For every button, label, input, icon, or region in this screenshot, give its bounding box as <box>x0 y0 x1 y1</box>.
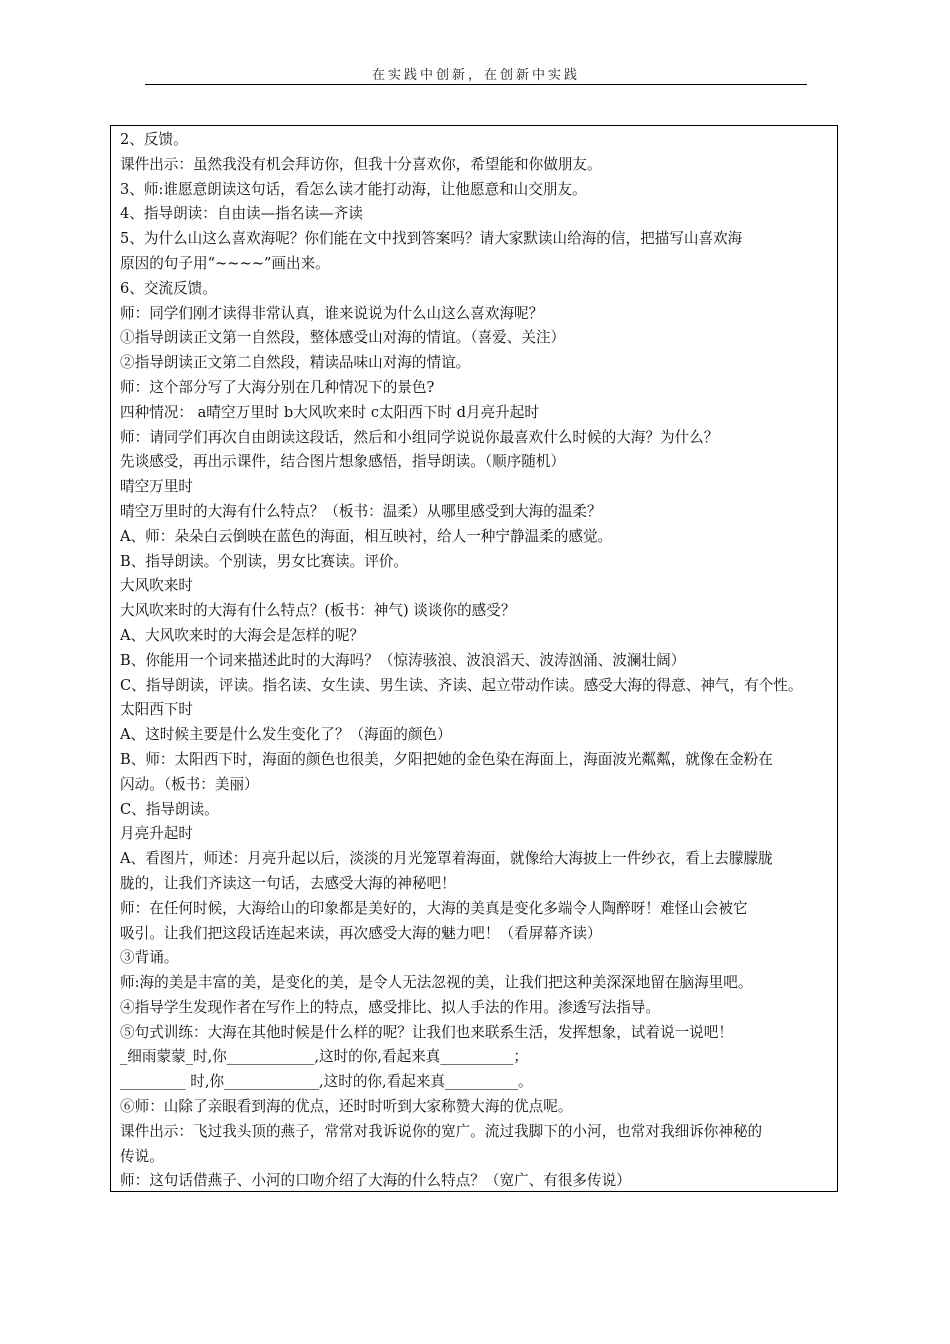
text-line: A、看图片，师述：月亮升起以后，淡淡的月光笼罩着海面，就像给大海披上一件纱衣，看上去朦朦胧 <box>120 850 773 868</box>
text-line: 课件出示：虽然我没有机会拜访你，但我十分喜欢你，希望能和你做朋友。 <box>120 155 602 173</box>
text-line: 师:海的美是丰富的美，是变化的美，是令人无法忽视的美，让我们把这种美深深地留在脑海里吧。 <box>120 974 753 992</box>
text-line: 4、指导朗读：自由读—指名读—齐读 <box>120 205 363 223</box>
text-line: 2、反馈。 <box>120 131 188 148</box>
text-line: 先谈感受，再出示课件，结合图片想象感悟，指导朗读。（顺序随机） <box>120 453 566 471</box>
text-line: 晴空万里时 <box>120 478 193 496</box>
text-line: C、指导朗读，评读。指名读、女生读、男生读、齐读、起立带动作读。感受大海的得意、神气，有个性。 <box>120 676 803 694</box>
lesson-content-box <box>110 125 838 1192</box>
text-line: _________ 时,你_____________,这时的你,看起来真__________。 <box>120 1073 533 1091</box>
text-line: 吸引。让我们把这段话连起来读，再次感受大海的魅力吧！（看屏幕齐读） <box>120 924 602 942</box>
text-line: B、师：太阳西下时，海面的颜色也很美，夕阳把她的金色染在海面上，海面波光粼粼，就像在金粉在 <box>120 750 773 768</box>
header-rule <box>145 84 807 85</box>
text-line: 师：这句话借燕子、小河的口吻介绍了大海的什么特点？（宽广、有很多传说） <box>120 1172 631 1190</box>
text-line: _细雨蒙蒙_时,你____________,这时的你,看起来真__________； <box>120 1048 528 1066</box>
text-line: 师：这个部分写了大海分别在几种情况下的景色? <box>120 378 435 396</box>
text-line: 大风吹来时 <box>120 577 193 595</box>
text-line: 师：同学们刚才读得非常认真，谁来说说为什么山这么喜欢海呢？ <box>120 304 544 322</box>
text-line: 原因的句子用“~~~~”画出来。 <box>120 254 330 272</box>
text-line: 课件出示：飞过我头顶的燕子，常常对我诉说你的宽广。流过我脚下的小河，也常对我细诉你神秘的 <box>120 1122 763 1140</box>
text-line: 5、为什么山这么喜欢海呢？你们能在文中找到答案吗？请大家默读山给海的信，把描写山喜欢海 <box>120 230 743 248</box>
text-line: 四种情况： a晴空万里时 b大风吹来时 c太阳西下时 d月亮升起时 <box>120 403 539 421</box>
text-line: 太阳西下时 <box>120 701 193 719</box>
text-line: 晴空万里时的大海有什么特点？（板书：温柔）从哪里感受到大海的温柔？ <box>120 502 602 520</box>
text-line: 胧的，让我们齐读这一句话，去感受大海的神秘吧！ <box>120 874 456 892</box>
text-line: B、你能用一个词来描述此时的大海吗？（惊涛骇浪、波浪滔天、波涛汹涌、波澜壮阔） <box>120 651 686 669</box>
text-line: ⑥师：山除了亲眼看到海的优点，还时时听到大家称赞大海的优点呢。 <box>120 1098 573 1116</box>
text-line: 6、交流反馈。 <box>120 279 217 297</box>
text-line: 闪动。（板书：美丽） <box>120 775 259 793</box>
text-line: 师：请同学们再次自由朗读这段话，然后和小组同学说说你最喜欢什么时候的大海？为什么？ <box>120 428 719 446</box>
text-line: 大风吹来时的大海有什么特点？(板书：神气) 谈谈你的感受？ <box>120 602 516 620</box>
text-line: A、这时候主要是什么发生变化了？（海面的颜色） <box>120 726 452 744</box>
text-line: ④指导学生发现作者在写作上的特点，感受排比、拟人手法的作用。渗透写法指导。 <box>120 998 660 1016</box>
text-line: 传说。 <box>120 1147 164 1165</box>
text-line: B、指导朗读。个别读，男女比赛读。评价。 <box>120 552 409 570</box>
text-line: 3、师:谁愿意朗读这句话，看怎么读才能打动海，让他愿意和山交朋友。 <box>120 180 587 198</box>
text-line: A、师：朵朵白云倒映在蓝色的海面，相互映衬，给人一种宁静温柔的感觉。 <box>120 527 613 545</box>
text-line: 师：在任何时候，大海给山的印象都是美好的，大海的美真是变化多端令人陶醉呀！难怪山会被它 <box>120 899 748 917</box>
text-line: A、大风吹来时的大海会是怎样的呢？ <box>120 626 365 644</box>
text-line: 月亮升起时 <box>120 825 193 843</box>
text-line: ⑤句式训练：大海在其他时候是什么样的呢？让我们也来联系生活，发挥想象，试着说一说吧！ <box>120 1023 733 1041</box>
text-line: C、指导朗读。 <box>120 800 219 818</box>
text-line: ①指导朗读正文第一自然段，整体感受山对海的情谊。（喜爱、关注） <box>120 329 566 347</box>
page-header: 在实践中创新，在创新中实践 <box>371 68 580 83</box>
text-line: ③背诵。 <box>120 949 179 967</box>
text-line: ②指导朗读正文第二自然段，精读品味山对海的情谊。 <box>120 354 471 372</box>
